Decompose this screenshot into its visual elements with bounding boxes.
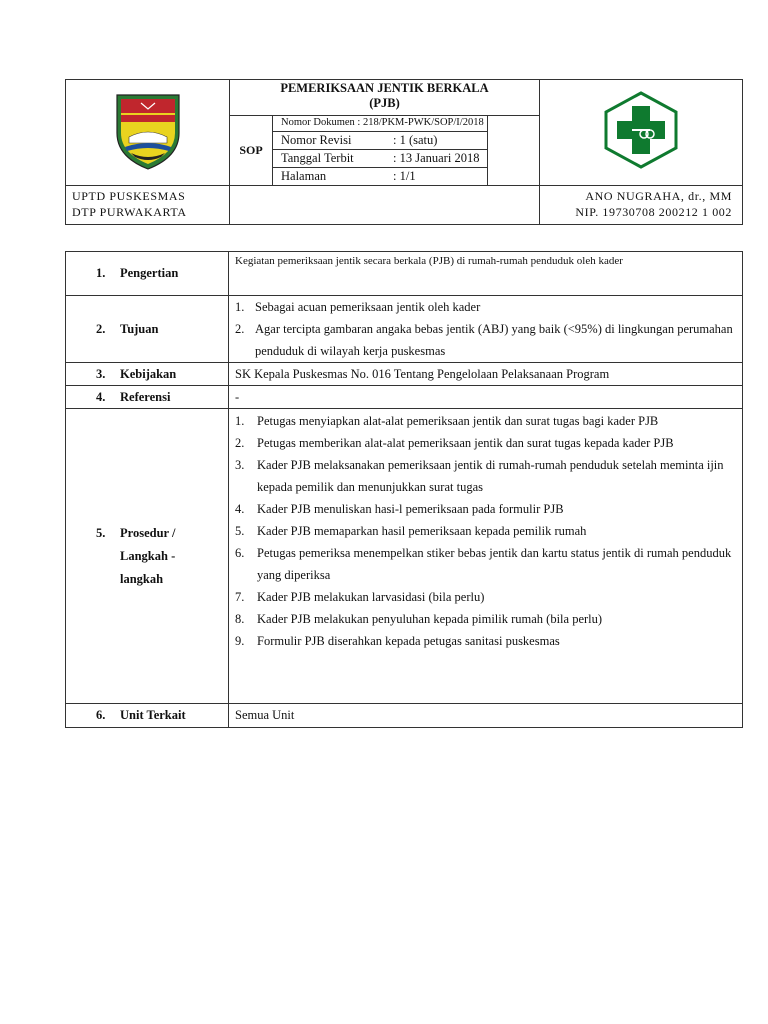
list-item: [235, 630, 736, 652]
list-item: [235, 432, 736, 454]
organization-line1: UPTD PUSKESMAS: [72, 189, 186, 203]
row-label: [66, 296, 229, 363]
row-number: 2.: [96, 321, 106, 336]
row-label: [66, 704, 229, 728]
list-item: [235, 498, 736, 520]
document-title-abbr: (PJB): [369, 96, 400, 110]
list-item: [235, 520, 736, 542]
row-number: 6.: [96, 708, 106, 722]
bottom-blank-cell: [230, 186, 540, 225]
sop-content-table: [65, 251, 743, 728]
nomor-revisi-label: Nomor Revisi: [281, 133, 352, 147]
sop-header-table: [65, 79, 743, 225]
list-item-number: 8.: [235, 612, 245, 626]
row-label-text: Pengertian: [120, 266, 179, 280]
list-item-number: 3.: [235, 458, 245, 472]
list-item-number: 1.: [235, 300, 245, 314]
list-item: [235, 410, 736, 432]
table-row: [66, 386, 743, 409]
list-item: [235, 454, 736, 498]
list-item-text: Kader PJB melakukan larvasidasi (bila perlu): [257, 590, 485, 604]
list-item-number: 1.: [235, 414, 245, 428]
blank-cell: [488, 116, 540, 186]
nomor-dokumen: Nomor Dokumen : 218/PKM-PWK/SOP/I/2018: [273, 116, 488, 132]
nomor-revisi-value: : 1 (satu): [393, 133, 438, 147]
list-item-number: 4.: [235, 502, 245, 516]
row-value: [229, 296, 743, 363]
list-item: [235, 296, 736, 318]
list-item-text: Formulir PJB diserahkan kepada petugas sanitasi puskesmas: [257, 634, 560, 648]
document-title: PEMERIKSAAN JENTIK BERKALA: [280, 81, 489, 95]
sop-label: SOP: [239, 143, 263, 157]
row-number: 3.: [96, 366, 106, 381]
row-label-text: Tujuan: [120, 321, 159, 336]
nomor-revisi: [273, 132, 488, 150]
list-item-text: Petugas menyiapkan alat-alat pemeriksaan jentik dan surat tugas bagi kader PJB: [257, 414, 659, 428]
row-label-text: Prosedur /: [120, 525, 176, 540]
document-title-cell: [230, 80, 540, 116]
list-item-text: Kader PJB melaksanakan pemeriksaan jentik di rumah-rumah penduduk setelah meminta ijin kepada pemilik dan menunjukkan surat tugas: [257, 458, 724, 494]
list-item-number: 9.: [235, 634, 245, 648]
prosedur-list: [235, 410, 736, 652]
halaman-label: Halaman: [281, 169, 327, 183]
halaman-value: : 1/1: [393, 169, 416, 183]
row-value: SK Kepala Puskesmas No. 016 Tentang Pengelolaan Pelaksanaan Program: [229, 363, 743, 386]
tujuan-list: [235, 296, 736, 362]
row-label-text: Kebijakan: [120, 366, 177, 381]
row-label: [66, 252, 229, 296]
list-item-text: Kader PJB melakukan penyuluhan kepada pimilik rumah (bila perlu): [257, 612, 603, 626]
tanggal-terbit-label: Tanggal Terbit: [281, 151, 354, 165]
signer-cell: [540, 186, 743, 225]
list-item-text: Sebagai acuan pemeriksaan jentik oleh kader: [255, 300, 481, 314]
signer-nip: NIP. 19730708 200212 1 002: [575, 205, 732, 219]
row-number: 5.: [96, 525, 106, 540]
table-row: [66, 296, 743, 363]
left-logo-cell: [66, 80, 230, 186]
list-item: [235, 318, 736, 362]
list-item-number: 2.: [235, 436, 245, 450]
organization-cell: [66, 186, 230, 225]
list-item-number: 6.: [235, 546, 245, 560]
row-value: -: [229, 386, 743, 409]
list-item-text: Agar tercipta gambaran angaka bebas jentik (ABJ) yang baik (<95%) di lingkungan perumahan penduduk di wilayah kerja puskesmas: [255, 322, 733, 358]
row-label-text: Unit Terkait: [120, 708, 186, 722]
table-row: [66, 363, 743, 386]
row-label: [66, 386, 229, 409]
list-item: [235, 586, 736, 608]
table-row: [66, 409, 743, 704]
list-item-text: Petugas pemeriksa menempelkan stiker bebas jentik dan kartu status jentik di rumah penduduk yang diperiksa: [257, 546, 732, 582]
tanggal-terbit-value: : 13 Januari 2018: [393, 151, 480, 165]
puskesmas-cross-logo-icon: [600, 90, 682, 170]
row-value: Kegiatan pemeriksaan jentik secara berkala (PJB) di rumah-rumah penduduk oleh kader: [229, 252, 743, 296]
halaman: [273, 168, 488, 186]
regency-crest-icon: [111, 89, 185, 171]
row-label: [66, 363, 229, 386]
list-item-number: 7.: [235, 590, 245, 604]
table-row: [66, 704, 743, 728]
right-logo-cell: [540, 80, 743, 186]
sop-label-cell: [230, 116, 273, 186]
row-label-text: langkah: [120, 571, 164, 586]
list-item-number: 2.: [235, 322, 245, 336]
list-item-text: Petugas memberikan alat-alat pemeriksaan jentik dan surat tugas kepada kader PJB: [257, 436, 674, 450]
row-value: Semua Unit: [229, 704, 743, 728]
list-item-text: Kader PJB memaparkan hasil pemeriksaan kepada pemilik rumah: [257, 524, 587, 538]
list-item: [235, 608, 736, 630]
row-label-text: Referensi: [120, 389, 171, 404]
row-number: 1.: [96, 266, 106, 280]
list-item: [235, 542, 736, 586]
list-item-number: 5.: [235, 524, 245, 538]
table-row: [66, 252, 743, 296]
row-label-text: Langkah -: [120, 548, 176, 563]
tanggal-terbit: [273, 150, 488, 168]
row-label: [66, 409, 229, 704]
row-value: [229, 409, 743, 704]
organization-line2: DTP PURWAKARTA: [72, 205, 187, 219]
list-item-text: Kader PJB menuliskan hasi-l pemeriksaan pada formulir PJB: [257, 502, 564, 516]
row-number: 4.: [96, 389, 106, 404]
signer-name: ANO NUGRAHA, dr., MM: [585, 189, 732, 203]
